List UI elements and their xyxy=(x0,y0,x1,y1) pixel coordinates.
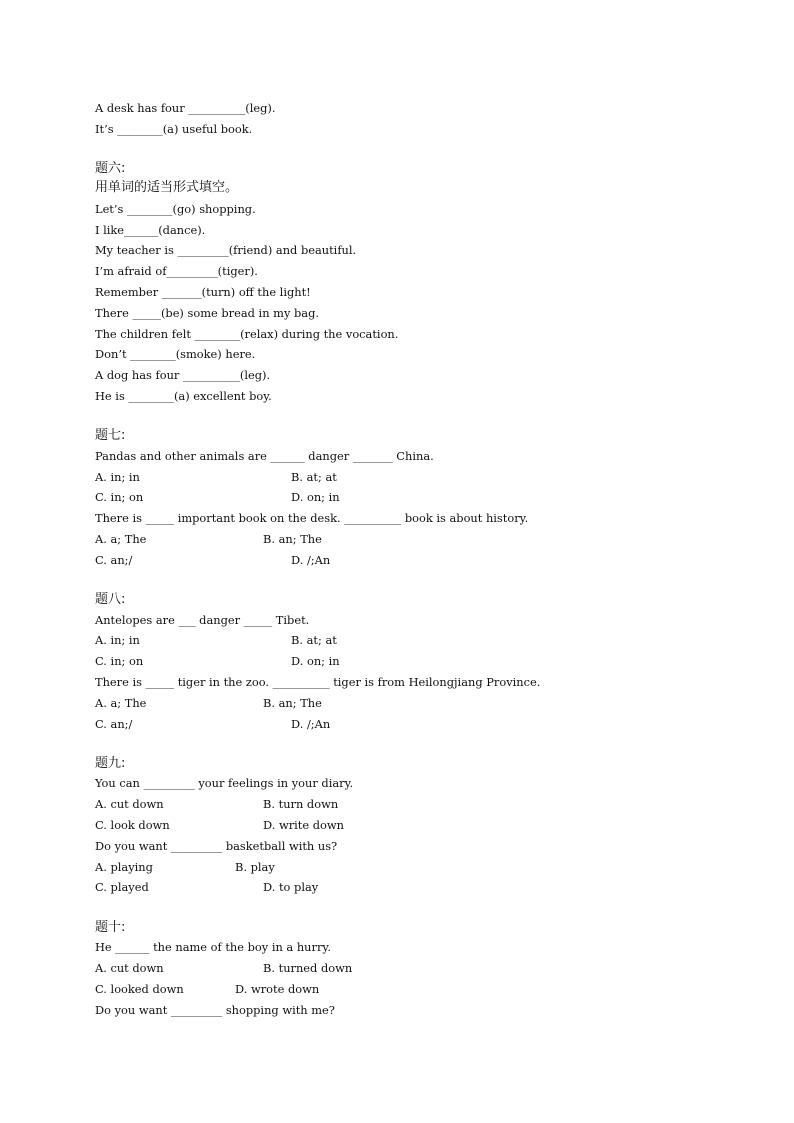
question-line: I’m afraid of_________(tiger). xyxy=(95,264,258,278)
option-a: A. in; in xyxy=(95,633,140,647)
question-line: A dog has four __________(leg). xyxy=(95,368,271,382)
section-heading: 题十: xyxy=(95,920,126,935)
question-line: Don’t ________(smoke) here. xyxy=(95,347,256,361)
option-b: B. an; The xyxy=(263,696,322,710)
option-c: C. in; on xyxy=(95,654,144,668)
option-d: D. /;An xyxy=(291,553,331,567)
option-c: C. an;/ xyxy=(95,553,133,567)
section-instruction: 用单词的适当形式填空。 xyxy=(95,180,239,195)
option-d: D. to play xyxy=(263,880,319,894)
question-line: I like______(dance). xyxy=(95,223,206,237)
question-line: There _____(be) some bread in my bag. xyxy=(95,306,319,320)
option-c: C. in; on xyxy=(95,490,144,504)
option-b: B. at; at xyxy=(291,470,337,484)
question-line: A desk has four __________(leg). xyxy=(95,101,276,115)
option-d: D. wrote down xyxy=(235,982,320,996)
option-c: C. an;/ xyxy=(95,717,133,731)
question-line: Do you want _________ shopping with me? xyxy=(95,1003,335,1017)
option-a: A. in; in xyxy=(95,470,140,484)
option-c: C. looked down xyxy=(95,982,184,996)
option-b: B. turned down xyxy=(263,961,353,975)
section-heading: 题八: xyxy=(95,592,126,607)
option-a: A. a; The xyxy=(95,696,147,710)
question-line: He ______ the name of the boy in a hurry. xyxy=(95,940,331,954)
question-line: It’s ________(a) useful book. xyxy=(95,122,253,136)
question-line: Pandas and other animals are ______ danger _______ China. xyxy=(95,449,434,463)
option-d: D. on; in xyxy=(291,654,340,668)
option-b: B. play xyxy=(235,860,275,874)
option-d: D. on; in xyxy=(291,490,340,504)
question-line: The children felt ________(relax) during the vocation. xyxy=(95,327,399,341)
option-c: C. played xyxy=(95,880,149,894)
option-b: B. an; The xyxy=(263,532,322,546)
section-heading: 题九: xyxy=(95,756,126,771)
question-line: There is _____ tiger in the zoo. __________ tiger is from Heilongjiang Province. xyxy=(95,675,541,689)
option-c: C. look down xyxy=(95,818,170,832)
question-line: There is _____ important book on the desk. __________ book is about history. xyxy=(95,511,529,525)
question-line: You can _________ your feelings in your diary. xyxy=(95,776,354,790)
option-a: A. a; The xyxy=(95,532,147,546)
option-b: B. at; at xyxy=(291,633,337,647)
question-line: Remember _______(turn) off the light! xyxy=(95,285,311,299)
option-a: A. cut down xyxy=(95,797,164,811)
option-d: D. write down xyxy=(263,818,344,832)
option-a: A. cut down xyxy=(95,961,164,975)
question-line: My teacher is _________(friend) and beautiful. xyxy=(95,243,357,257)
section-heading: 题六: xyxy=(95,161,126,176)
question-line: Let’s ________(go) shopping. xyxy=(95,202,256,216)
option-b: B. turn down xyxy=(263,797,339,811)
section-heading: 题七: xyxy=(95,428,126,443)
question-line: Antelopes are ___ danger _____ Tibet. xyxy=(95,613,310,627)
question-line: He is ________(a) excellent boy. xyxy=(95,389,272,403)
question-line: Do you want _________ basketball with us? xyxy=(95,839,338,853)
option-a: A. playing xyxy=(95,860,153,874)
option-d: D. /;An xyxy=(291,717,331,731)
